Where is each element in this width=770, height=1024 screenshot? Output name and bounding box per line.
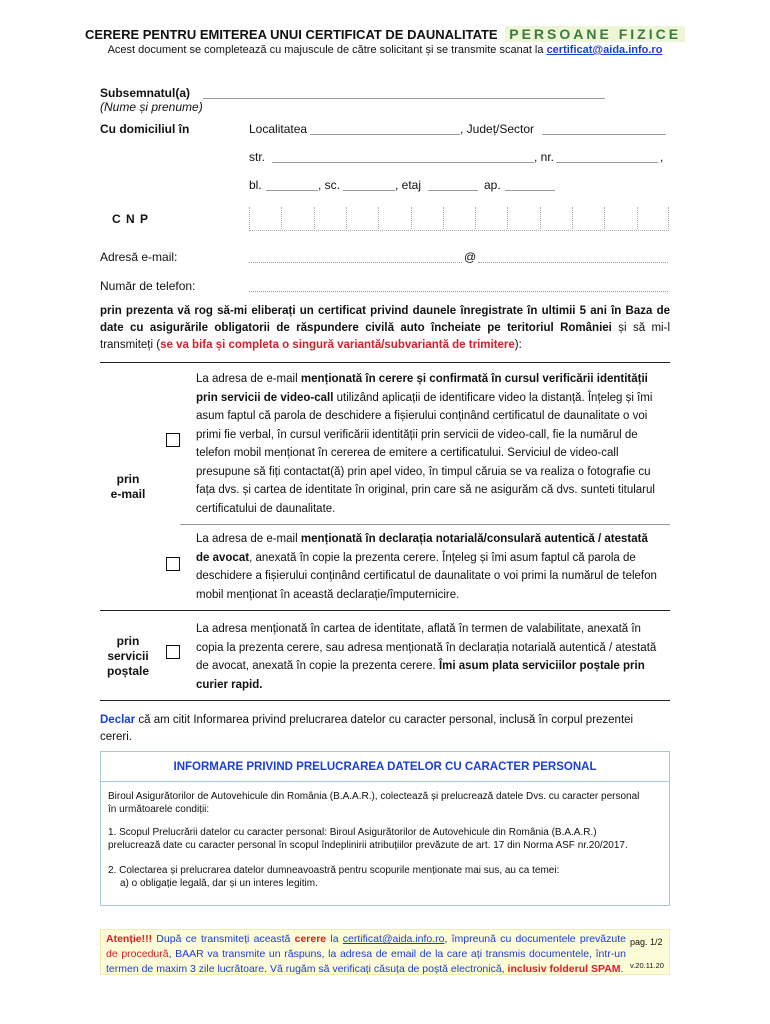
option-text-bold: menționată în declarația notarială/consulară autentică / atestată bbox=[300, 533, 648, 545]
option-text-line bbox=[196, 639, 668, 658]
bl-field[interactable] bbox=[266, 190, 318, 191]
footer-spam: inclusiv folderul SPAM bbox=[507, 963, 621, 975]
cnp-digit-box[interactable] bbox=[249, 207, 281, 229]
option-text-normal: La adresa menționată în cartea de identitate, aflată în termen de valabilitate, anexată în bbox=[196, 623, 641, 635]
option-text-normal: deschidere a fișierului conținând certificatul de daunalitate o voi primi la numărul de telefon bbox=[196, 570, 657, 582]
name-hint: (Nume și prenume) bbox=[100, 100, 203, 114]
header-email-link[interactable]: certificat@aida.info.ro bbox=[546, 44, 663, 56]
option-text-line bbox=[196, 463, 668, 482]
option-text-normal: fața dvs. și cartea de identitate în original, prin care să ne asigurăm că dvs. sunteti titularul bbox=[196, 484, 655, 496]
option-text-line bbox=[196, 567, 668, 586]
option-text-normal: utilizând aplicații de identificare video la distanță. Înțeleg și îmi bbox=[333, 391, 653, 404]
option-text-normal: certificatului de daunalitate. bbox=[196, 502, 336, 515]
options-bottom-divider bbox=[100, 700, 670, 701]
option-text-line bbox=[196, 586, 668, 605]
footer-t4: de procedură bbox=[106, 948, 169, 960]
sc-field[interactable] bbox=[343, 190, 395, 191]
footer-t6: termen de maxim 3 zile lucrătoare. Vă rugăm să verificați căsuța de poștă electronică, bbox=[106, 963, 508, 975]
side-label-line: servicii bbox=[107, 649, 149, 663]
footer-t7: . bbox=[620, 963, 624, 975]
option-text-normal: presupune să fiți contactat(ă) prin apel video, în timpul căruia se va realiza o fotografie cu bbox=[196, 465, 651, 478]
cnp-label: C N P bbox=[112, 212, 149, 226]
info-p3 bbox=[108, 864, 664, 890]
footer-t2: la bbox=[326, 933, 343, 945]
cnp-digit-box[interactable] bbox=[378, 207, 410, 229]
email-user-field[interactable] bbox=[249, 262, 462, 263]
judet-field[interactable] bbox=[542, 134, 666, 135]
option-text-normal: de avocat, anexată în copie la prezenta cerere. bbox=[196, 660, 439, 672]
option-text-normal: copia la prezenta cerere, sau adresa menționată în declarația notarială autentică / atestată bbox=[196, 641, 657, 654]
declar-word: Declar bbox=[100, 714, 136, 726]
email-label: Adresă e-mail: bbox=[100, 250, 178, 264]
post-side-label bbox=[98, 634, 158, 679]
cnp-input[interactable] bbox=[249, 207, 669, 231]
version-label: v.20.11.20 bbox=[630, 961, 664, 970]
localitatea-label: Localitatea bbox=[249, 122, 308, 136]
request-red: se va bifa și completa o singură variantă/subvariantă de trimitere bbox=[160, 339, 515, 351]
option-text-line bbox=[196, 530, 668, 549]
footer-notice bbox=[106, 932, 626, 977]
cnp-digit-box[interactable] bbox=[314, 207, 346, 229]
side-label-line: prin bbox=[116, 472, 140, 486]
title-highlight: PERSOANE FIZICE bbox=[505, 26, 685, 42]
localitatea-field[interactable] bbox=[310, 134, 460, 135]
footer-atentie: Atenție!!! bbox=[106, 933, 153, 945]
footer-t3: , împreună cu documentele prevăzute bbox=[444, 933, 626, 945]
option-text-line bbox=[196, 620, 668, 639]
nr-field[interactable] bbox=[556, 162, 658, 163]
at-sign: @ bbox=[464, 250, 477, 264]
info-p2-line2: prelucrează date cu caracter personal în scopul îndeplinirii atribuțiilor prevăzute de art. 17 din Norma ASF nr.20/2017. bbox=[108, 840, 628, 851]
option-text-bold: curier rapid. bbox=[196, 678, 263, 691]
etaj-label: , etaj bbox=[395, 178, 422, 192]
sc-label: , sc. bbox=[318, 178, 341, 192]
subsemnatul-label: Subsemnatul(a) bbox=[100, 86, 191, 100]
side-label-line: e-mail bbox=[110, 487, 146, 501]
option-text-normal: telefon mobil menționat în cererea de emitere a certificatului. Serviciul de video-call bbox=[196, 447, 619, 459]
option-text-line bbox=[196, 370, 668, 389]
options-mid-divider bbox=[100, 610, 670, 611]
footer-cerere: cerere bbox=[294, 933, 327, 945]
footer-email-link[interactable]: certificat@aida.info.ro bbox=[342, 933, 445, 945]
cnp-digit-box[interactable] bbox=[475, 207, 507, 229]
info-p1 bbox=[108, 790, 664, 816]
bl-label: bl. bbox=[249, 178, 262, 192]
declaration-text1: că am citit Informarea privind prelucrarea datelor cu caracter personal, inclusă în corpul prezentei bbox=[135, 714, 634, 726]
cnp-digit-box[interactable] bbox=[507, 207, 539, 229]
option2-text bbox=[196, 530, 668, 604]
option-text-line bbox=[196, 500, 668, 519]
declaration bbox=[100, 712, 670, 746]
option-text-bold: Îmi asum plata serviciilor poștale prin bbox=[438, 660, 645, 672]
email-domain-field[interactable] bbox=[478, 262, 668, 263]
etaj-field[interactable] bbox=[428, 190, 478, 191]
request-bold: prin prezenta vă rog să-mi eliberați un certificat privind daunele înregistrate în ultimii 5 ani în Baza de date cu asigurările obligatorii de răspundere civilă auto încheiate pe teritoriul României bbox=[100, 305, 670, 334]
request-end: ): bbox=[514, 339, 522, 351]
request-normal: și să mi-l transmiteți ( bbox=[100, 322, 670, 351]
info-p3-line1: 2. Colectarea și prelucrarea datelor dumneavoastră pentru scopurile menționate mai sus, au ca temei: bbox=[108, 865, 560, 876]
option-text-normal: , anexată în copie la prezenta cerere. Înțeleg și îmi asum faptul că parola de bbox=[249, 551, 636, 564]
cnp-digit-box[interactable] bbox=[346, 207, 378, 229]
document-title bbox=[0, 26, 770, 42]
info-title-divider bbox=[100, 781, 670, 782]
nr-comma: , bbox=[660, 150, 664, 164]
option-text-normal: La adresa de e-mail bbox=[196, 533, 301, 545]
title-text: CERERE PENTRU EMITEREA UNUI CERTIFICAT DE DAUNALITATE bbox=[84, 27, 498, 42]
domiciliu-label: Cu domiciliul în bbox=[100, 122, 190, 136]
option-text-line bbox=[196, 657, 668, 676]
option-text-normal: mobil menționat în această declarație/împuternicire. bbox=[196, 588, 460, 601]
info-p1-line1: Biroul Asigurătorilor de Autovehicule din România (B.A.A.R.), colectează și prelucrează datele Dvs. cu caracter personal bbox=[108, 791, 640, 802]
ap-label: ap. bbox=[484, 178, 501, 192]
option-text-line bbox=[196, 426, 668, 445]
declaration-text2: cereri. bbox=[100, 731, 132, 743]
options-top-divider bbox=[100, 362, 670, 363]
side-label-line: poștale bbox=[106, 664, 149, 678]
option-text-normal: La adresa de e-mail bbox=[196, 373, 301, 385]
page-number: pag. 1/2 bbox=[630, 937, 663, 947]
ap-field[interactable] bbox=[505, 190, 555, 191]
option-text-line bbox=[196, 549, 668, 568]
judet-label: , Județ/Sector bbox=[460, 122, 535, 136]
option-text-line bbox=[196, 676, 668, 695]
info-p2-line1: 1. Scopul Prelucrării datelor cu caracter personal: Biroul Asigurătorilor de Autovehicule din România (B.A.A.R.) bbox=[108, 827, 597, 838]
footer-t5: , BAAR va transmite un răspuns, la adresa de email de la care ați transmis documentele, într-un bbox=[168, 948, 626, 960]
cnp-digit-box[interactable] bbox=[604, 207, 636, 229]
cnp-digit-box[interactable] bbox=[281, 207, 313, 229]
info-p2 bbox=[108, 826, 664, 852]
cnp-digit-box[interactable] bbox=[540, 207, 572, 229]
option3-checkbox[interactable] bbox=[166, 645, 180, 659]
option-text-bold: de avocat bbox=[196, 551, 250, 564]
cnp-digit-box[interactable] bbox=[443, 207, 475, 229]
document-subtitle bbox=[0, 44, 770, 56]
option-text-normal: asum faptul că parola de deschidere a fișierului conținând certificatul de daunalitate o voi bbox=[196, 410, 648, 422]
request-paragraph bbox=[100, 303, 670, 354]
option-text-bold: menționată în cerere și confirmată în cursul verificării identității bbox=[300, 373, 648, 385]
street-label: str. bbox=[249, 150, 266, 164]
option-divider bbox=[180, 524, 670, 525]
option-text-line bbox=[196, 444, 668, 463]
email-side-label bbox=[98, 472, 158, 502]
option-text-bold: prin servicii de video-call bbox=[196, 391, 334, 404]
option-text-normal: primi fie verbal, în cursul verificării identității prin servicii de video-call, fie la numărul de bbox=[196, 428, 638, 441]
cnp-digit-box[interactable] bbox=[572, 207, 604, 229]
street-field[interactable] bbox=[272, 162, 534, 163]
option3-text bbox=[196, 620, 668, 694]
phone-label: Număr de telefon: bbox=[100, 279, 196, 293]
name-field[interactable] bbox=[203, 98, 605, 99]
option1-checkbox[interactable] bbox=[166, 433, 180, 447]
subtitle-text: Acest document se completează cu majuscule de către solicitant și se transmite scanat la bbox=[107, 44, 544, 56]
cnp-digit-box[interactable] bbox=[637, 207, 669, 229]
info-p3-line2: a) o obligație legală, dar și un interes legitim. bbox=[120, 878, 318, 889]
info-p1-line2: în următoarele condiții: bbox=[108, 804, 210, 815]
info-title: INFORMARE PRIVIND PRELUCRAREA DATELOR CU CARACTER PERSONAL bbox=[173, 761, 597, 773]
option2-checkbox[interactable] bbox=[166, 557, 180, 571]
side-label-line: prin bbox=[116, 634, 140, 648]
phone-field[interactable] bbox=[249, 291, 668, 292]
nr-label: , nr. bbox=[534, 150, 555, 164]
option1-text bbox=[196, 370, 668, 518]
option-text-line bbox=[196, 481, 668, 500]
option-text-line bbox=[196, 389, 668, 408]
cnp-digit-box[interactable] bbox=[411, 207, 443, 229]
footer-t1: După ce transmiteți această bbox=[152, 933, 295, 945]
option-text-line bbox=[196, 407, 668, 426]
